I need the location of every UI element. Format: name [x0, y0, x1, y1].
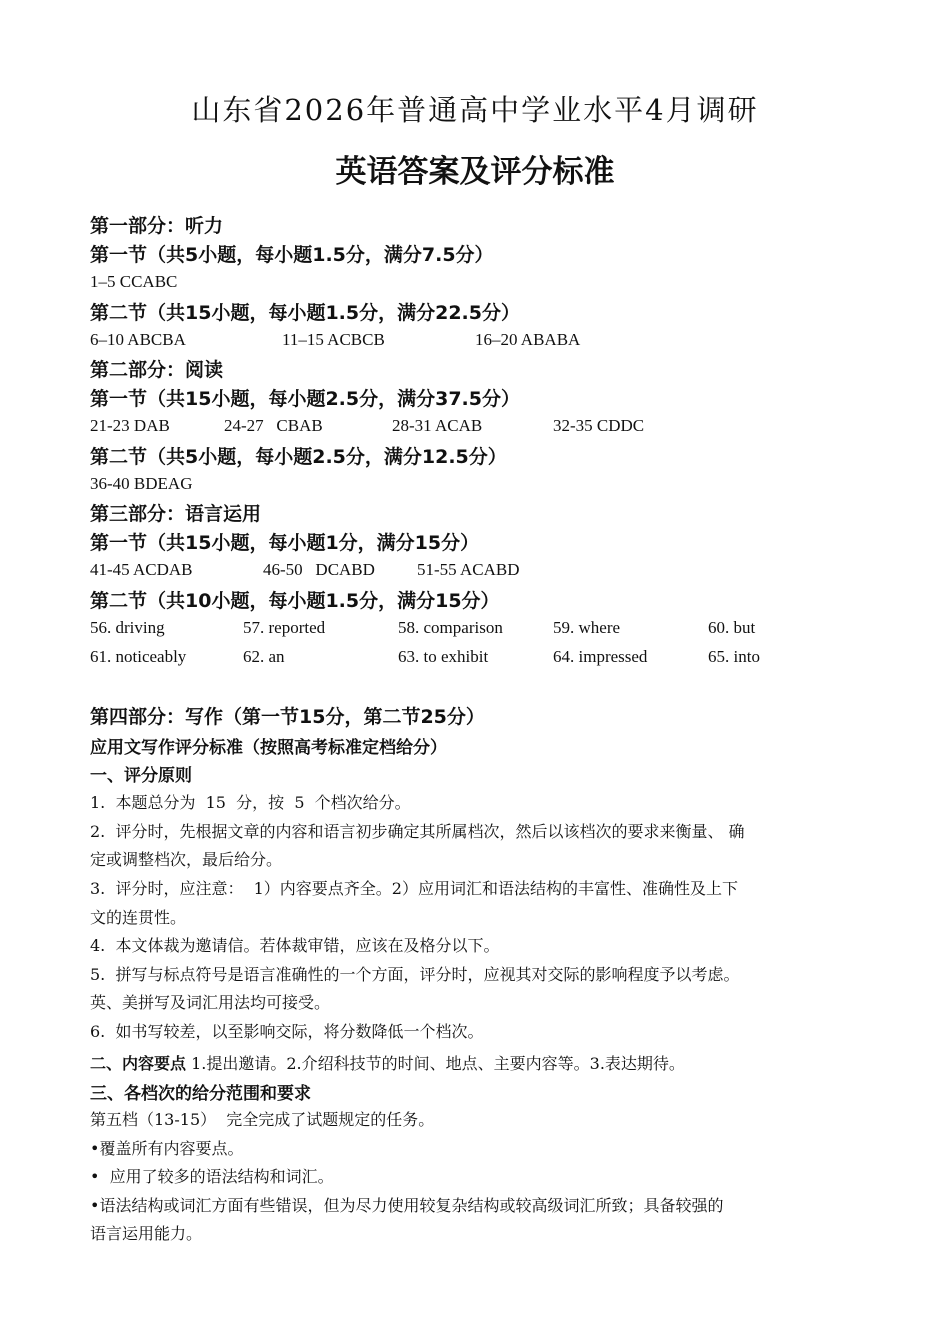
- answer-group: 32-35 CDDC: [553, 416, 645, 435]
- answer-group: 46-50 DCABD: [263, 560, 375, 579]
- answer-group: 28-31 ACAB: [392, 416, 483, 435]
- content-points: [90, 1051, 685, 1074]
- writing-standard-heading: 应用文写作评分标准（按照高考标准定档给分）: [90, 738, 447, 758]
- part3-heading: 第三部分：语言运用: [90, 503, 262, 525]
- principle-line: 5. 拼写与标点符号是语言准确性的一个方面，评分时，应视其对交际的影响程度予以考虑。: [90, 965, 740, 984]
- answer-item: 61. noticeably: [90, 647, 187, 666]
- principle-line: 1. 本题总分为 15 分，按 5 个档次给分。: [90, 793, 411, 812]
- principle-line: 定或调整档次，最后给分。: [90, 850, 283, 869]
- part2-heading: 第二部分：阅读: [90, 359, 224, 381]
- answer-item: 56. driving: [90, 618, 165, 637]
- principle-line: 2. 评分时，先根据文章的内容和语言初步确定其所属档次，然后以该档次的要求来衡量、 确: [90, 822, 745, 841]
- answer-item: 59. where: [553, 618, 621, 637]
- part3-sec2-heading: 第二节（共10小题，每小题1.5分，满分15分）: [90, 590, 500, 612]
- part2-sec2-heading: 第二节（共5小题，每小题2.5分，满分12.5分）: [90, 446, 507, 468]
- answer-item: 65. into: [708, 647, 760, 666]
- principle-line: 英、美拼写及词汇用法均可接受。: [90, 993, 331, 1012]
- principle-line: 文的连贯性。: [90, 908, 187, 927]
- levels-heading: 三、各档次的给分范围和要求: [90, 1084, 311, 1104]
- answer-item: 58. comparison: [398, 618, 503, 637]
- answer-group: 51-55 ACABD: [417, 560, 520, 579]
- answer-group: 21-23 DAB: [90, 416, 170, 435]
- content-points-text: 1.提出邀请。2.介绍科技节的时间、地点、主要内容等。3.表达期待。: [186, 1054, 685, 1073]
- level-bullet: • 应用了较多的语法结构和词汇。: [90, 1167, 334, 1186]
- answer-group: 24-27 CBAB: [224, 416, 323, 435]
- level-bullet: 语言运用能力。: [90, 1224, 203, 1243]
- part1-heading: 第一部分：听力: [90, 215, 224, 237]
- answer-group: 11–15 ACBCB: [282, 330, 385, 349]
- part3-sec1-heading: 第一节（共15小题，每小题1分，满分15分）: [90, 532, 480, 554]
- part4-heading: 第四部分：写作（第一节15分，第二节25分）: [90, 706, 485, 728]
- answer-group: 41-45 ACDAB: [90, 560, 193, 579]
- answer-item: 62. an: [243, 647, 285, 666]
- principle-line: 4. 本文体裁为邀请信。若体裁审错，应该在及格分以下。: [90, 936, 500, 955]
- answer-item: 57. reported: [243, 618, 326, 637]
- level-bullet: •覆盖所有内容要点。: [90, 1139, 244, 1158]
- level-5: 第五档（13-15） 完全完成了试题规定的任务。: [90, 1110, 435, 1129]
- document-title: 山东省2026年普通高中学业水平4月调研: [191, 93, 759, 127]
- answer-item: 64. impressed: [553, 647, 648, 666]
- content-points-label: 二、内容要点: [90, 1054, 187, 1073]
- part2-sec1-heading: 第一节（共15小题，每小题2.5分，满分37.5分）: [90, 388, 520, 410]
- level-bullet: •语法结构或词汇方面有些错误，但为尽力使用较复杂结构或较高级词汇所致；具备较强的: [90, 1196, 724, 1215]
- answer-item: 63. to exhibit: [398, 647, 489, 666]
- principle-line: 6. 如书写较差，以至影响交际，将分数降低一个档次。: [90, 1022, 484, 1041]
- principle-line: 3. 评分时，应注意： 1）内容要点齐全。2）应用词汇和语法结构的丰富性、准确性及上下: [90, 879, 738, 898]
- answer-group: 6–10 ABCBA: [90, 330, 186, 349]
- answer-item: 60. but: [708, 618, 756, 637]
- document-subtitle: 英语答案及评分标准: [335, 154, 615, 190]
- answer-group: 16–20 ABABA: [475, 330, 581, 349]
- part1-sec1-heading: 第一节（共5小题，每小题1.5分，满分7.5分）: [90, 244, 494, 266]
- part1-sec2-heading: 第二节（共15小题，每小题1.5分，满分22.5分）: [90, 302, 520, 324]
- part1-sec1-answers: 1–5 CCABC: [90, 272, 178, 291]
- part2-sec2-answers: 36-40 BDEAG: [90, 474, 193, 493]
- principles-heading: 一、评分原则: [90, 766, 192, 786]
